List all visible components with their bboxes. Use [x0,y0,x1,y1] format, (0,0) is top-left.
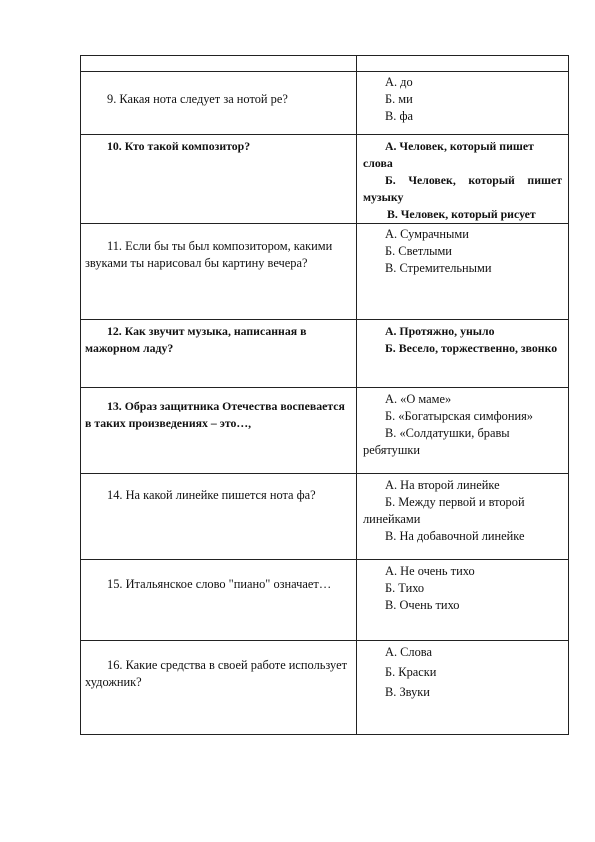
table-row [81,388,569,474]
question-cell [81,320,357,388]
question-text: 10. Кто такой композитор? [107,139,251,153]
answer-option: Б. ми [385,92,413,106]
answer-cell [357,474,569,560]
answer-cell [357,320,569,388]
answer-option: Б. Тихо [385,581,425,595]
question-text: 13. Образ защитника Отечества воспевается в таких произведениях – это…, [85,399,345,430]
table-row [81,135,569,224]
answer-option: В. Очень тихо [385,598,460,612]
answer-option: А. «О маме» [385,392,452,406]
answer-cell [357,224,569,320]
question-text: 12. Как звучит музыка, написанная в мажорном ладу? [85,324,307,355]
table-row [81,560,569,641]
question-cell [81,56,357,72]
answer-option: А. Слова [385,645,432,659]
answer-option: Б. Между первой и второй линейками [363,495,525,526]
answer-option: В. фа [385,109,413,123]
answer-option: А. Человек, который пишет слова [363,139,534,170]
answer-option: А. Протяжно, уныло [385,324,495,338]
table-row [81,474,569,560]
table-row [81,641,569,735]
table-row-empty [81,56,569,72]
answer-option: Б. Весело, торжественно, звонко [385,341,558,355]
answer-option: В. Стремительными [385,261,492,275]
answer-cell [357,56,569,72]
answer-option: Б. Краски [385,665,437,679]
question-cell [81,135,357,224]
question-cell [81,560,357,641]
answer-option: Б. Человек, который пишет музыку [363,173,562,204]
answer-option: А. Сумрачными [385,227,469,241]
quiz-table [80,55,569,735]
table-row [81,224,569,320]
answer-option: А. На второй линейке [385,478,500,492]
question-text: 11. Если бы ты был композитором, какими звуками ты нарисовал бы картину вечера? [85,239,333,270]
answer-option: А. Не очень тихо [385,564,475,578]
answer-option: В. Человек, который рисует [387,207,536,221]
question-cell [81,224,357,320]
answer-option: А. до [385,75,413,89]
answer-cell [357,72,569,135]
question-cell [81,641,357,735]
question-cell [81,474,357,560]
answer-option: В. Звуки [385,685,430,699]
question-cell [81,72,357,135]
question-text: 15. Итальянское слово "пиано" означает… [107,577,332,591]
question-text: 16. Какие средства в своей работе использует художник? [85,658,348,689]
answer-cell [357,560,569,641]
answer-cell [357,388,569,474]
answer-option: Б. «Богатырская симфония» [385,409,533,423]
question-text: 9. Какая нота следует за нотой ре? [107,92,288,106]
answer-cell [357,135,569,224]
answer-option: Б. Светлыми [385,244,452,258]
question-text: 14. На какой линейке пишется нота фа? [107,488,316,502]
question-cell [81,388,357,474]
answer-cell [357,641,569,735]
answer-option: В. «Солдатушки, бравы ребятушки [363,426,510,457]
table-row [81,72,569,135]
table-row [81,320,569,388]
answer-option: В. На добавочной линейке [385,529,525,543]
